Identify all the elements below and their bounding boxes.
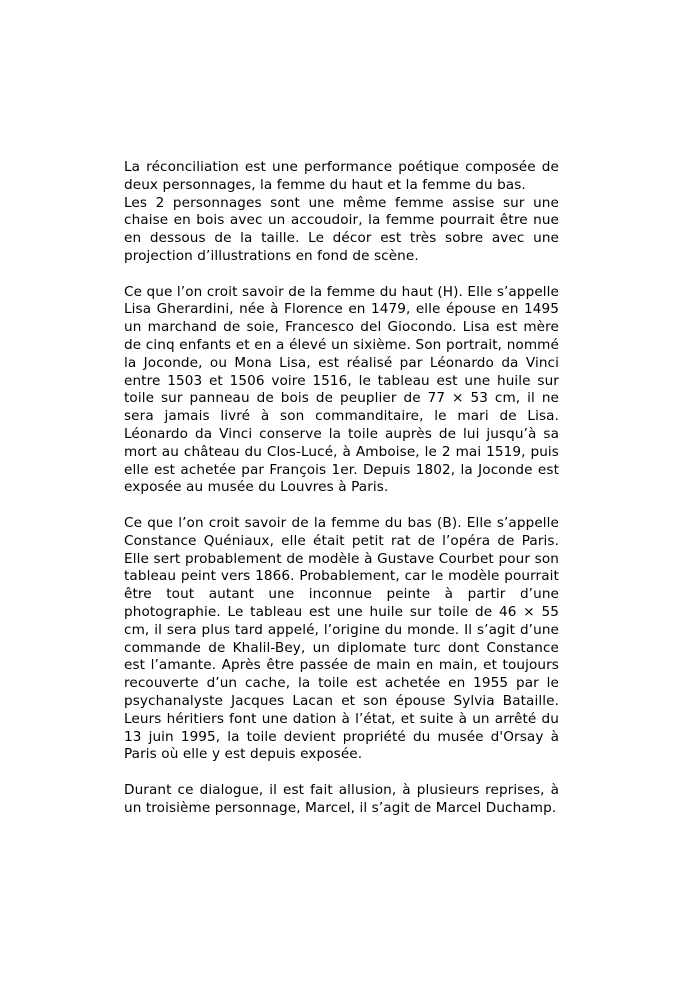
intro-paragraph: La réconciliation est une performance poétique composée de deux personnages, la femme du haut et la femme du bas.	[124, 159, 559, 193]
upper-woman-paragraph: Ce que l’on croit savoir de la femme du haut (H). Elle s’appelle Lisa Gherardini, née à Florence en 1479, elle épouse en 1495 un marchand de soie, Francesco del Giocondo. Lisa est mère de cinq enfants et en a élevé un sixième. Son portrait, nommé la Joconde, ou Mona Lisa, est réalisé par Léonardo da Vinci entre 1503 et 1506 voire 1516, le tableau est une huile sur toile sur panneau de bois de peuplier de 77 × 53 cm, il ne sera jamais livré à son commanditaire, le mari de Lisa. Léonardo da Vinci conserve la toile auprès de lui jusqu’à sa mort au château du Clos-Lucé, à Amboise, le 2 mai 1519, puis elle est achetée par François 1er. Depuis 1802, la Joconde est exposée au musée du Louvres à Paris.	[124, 283, 559, 496]
lower-woman-paragraph: Ce que l’on croit savoir de la femme du bas (B). Elle s’appelle Constance Quéniaux, elle était petit rat de l’opéra de Paris. Elle sert probablement de modèle à Gustave Courbet pour son tableau peint vers 1866. Probablement, car le modèle pourrait être tout autant une inconnue peinte à partir d’une photographie. Le tableau est une huile sur toile de 46 × 55 cm, il sera plus tard appelé, l’origine du monde. Il s’agit d’une commande de Khalil-Bey, un diplomate turc dont Constance est l’amante. Après être passée de main en main, et toujours recouverte d’un cache, la toile est achetée en 1955 par le psychanalyste Jacques Lacan et son épouse Sylvia Bataille. Leurs héritiers font une dation à l’état, et suite à un arrêté du 13 juin 1995, la toile devient propriété du musée d'Orsay à Paris où elle y est depuis exposée.	[124, 514, 559, 763]
third-character-paragraph: Durant ce dialogue, il est fait allusion, à plusieurs reprises, à un troisième personnage, Marcel, il s’agit de Marcel Duchamp.	[124, 781, 559, 816]
characters-paragraph: Les 2 personnages sont une même femme assise sur une chaise en bois avec un accoudoir, la femme pourrait être nue en dessous de la taille. Le décor est très sobre avec une projection d’illustrations en fond de scène.	[124, 194, 559, 264]
body-text	[124, 159, 559, 835]
